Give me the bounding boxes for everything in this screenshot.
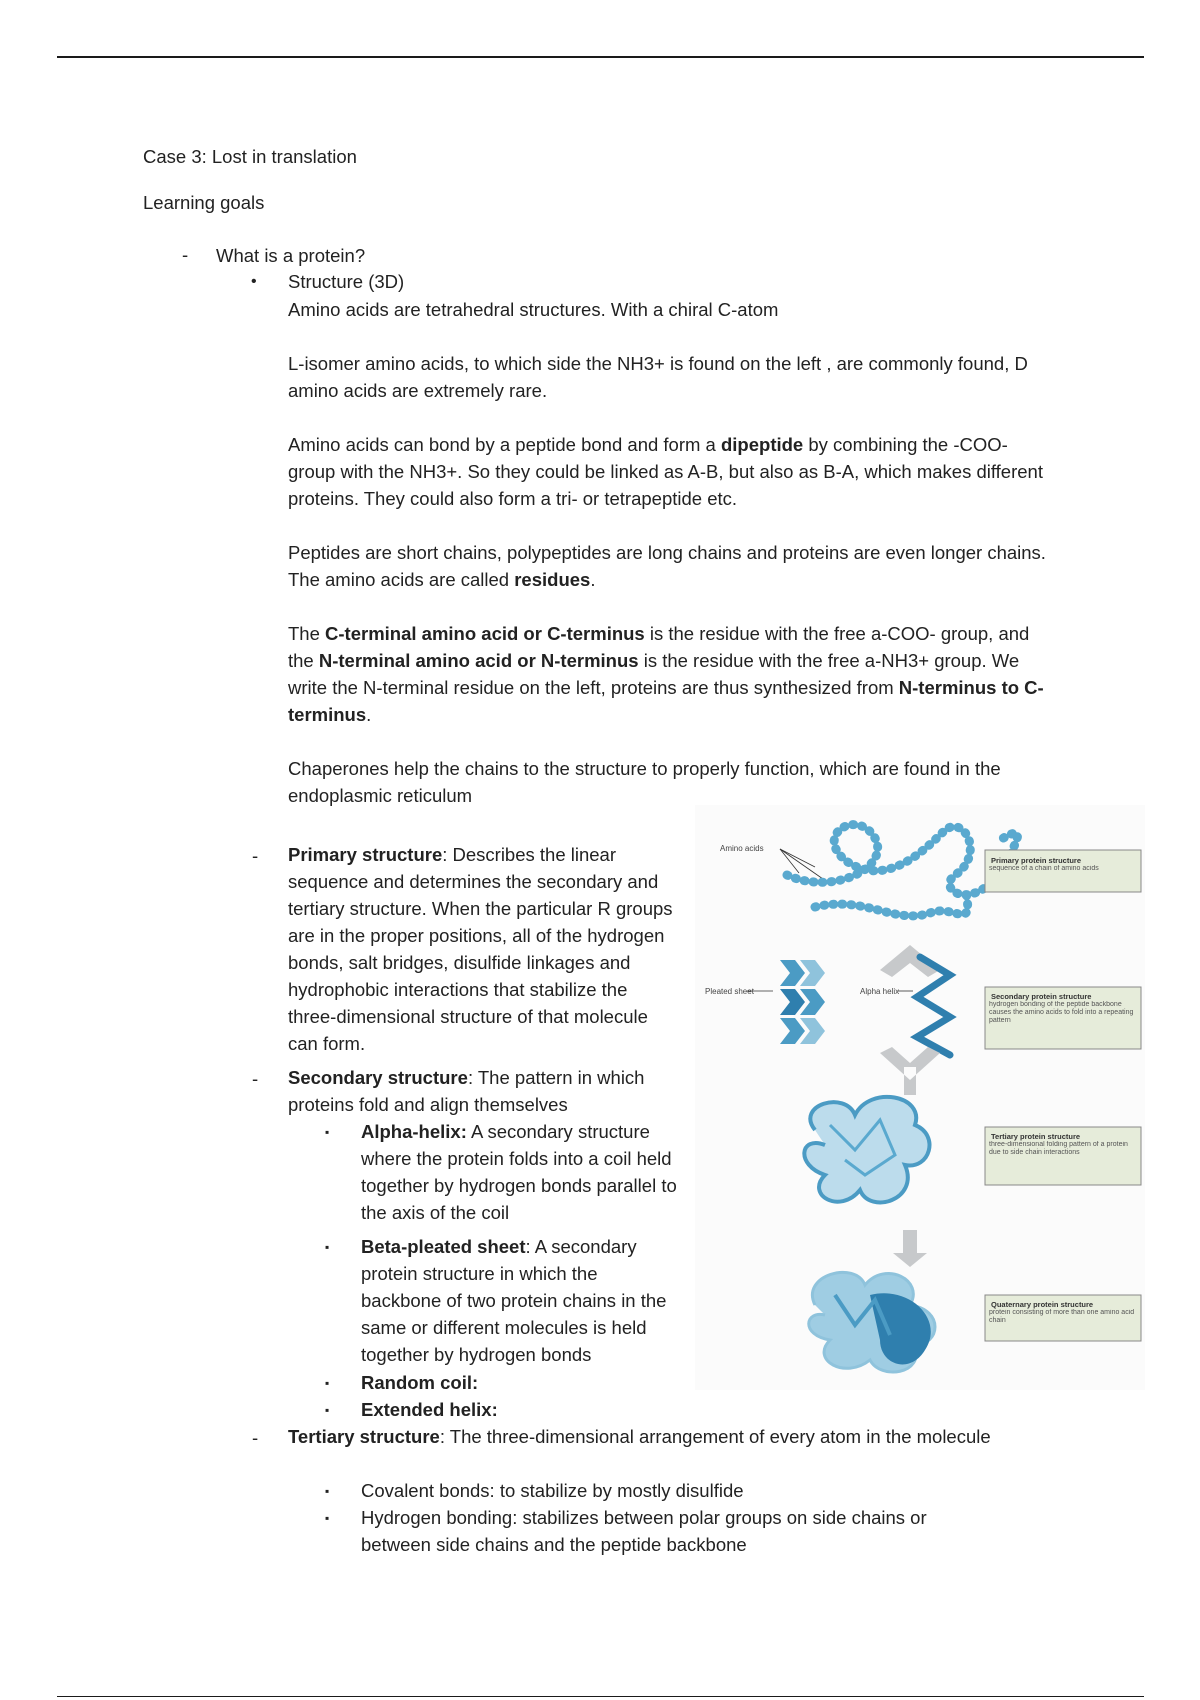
- residues-term: residues: [514, 569, 591, 590]
- chains-paragraph: Peptides are short chains, polypeptides are long chains and proteins are even longer chains. The amino acids are called residues.: [288, 542, 1046, 590]
- bottom-rule: [57, 1696, 1144, 1697]
- svg-text:Tertiary protein structure: Tertiary protein structure: [991, 1132, 1081, 1141]
- learning-goals-heading: Learning goals: [143, 192, 265, 213]
- square-marker: ▪: [325, 1484, 330, 1498]
- square-marker: ▪: [325, 1376, 330, 1390]
- bullet-marker: •: [251, 273, 257, 290]
- direction-term: N-terminus to C-terminus: [288, 677, 1044, 725]
- dipeptide-term: dipeptide: [720, 434, 804, 455]
- covalent-bonds-item: Covalent bonds: to stabilize by mostly disulfide: [361, 1480, 744, 1501]
- hydrogen-bonding-item: Hydrogen bonding: stabilizes between polar groups on side chains or between side chains and the peptide backbone: [361, 1507, 927, 1555]
- quaternary-structure-box: Quaternary protein structure protein consisting of more than one amino acid chain: [985, 1295, 1141, 1341]
- random-coil-item: Random coil:: [361, 1372, 479, 1393]
- beta-sheet-item: Beta-pleated sheet: A secondary protein structure in which the backbone of two protein chains in the same or different molecules is held together by hydrogen bonds: [361, 1236, 667, 1365]
- primary-structure-box: Primary protein structure sequence of a chain of amino acids: [985, 850, 1141, 892]
- label-alpha-helix: Alpha helix: [860, 987, 900, 996]
- alpha-helix-item: Alpha-helix: A secondary structure where the protein folds into a coil held together by hydrogen bonds parallel to the axis of the coil: [361, 1121, 677, 1223]
- peptide-bond-paragraph: Amino acids can bond by a peptide bond and form a dipeptide by combining the -COO- group with the NH3+. So they could be linked as A-B, but also as B-A, which makes different proteins. They could also form a tri- or tetrapeptide etc.: [288, 434, 1043, 509]
- c-terminus-term: C-terminal amino acid or C-terminus: [325, 623, 645, 644]
- secondary-structure-box: Secondary protein structure hydrogen bonding of the peptide backbone causes the amino acids to fold into a repeating pattern: [985, 987, 1141, 1049]
- dash-marker: -: [182, 244, 189, 265]
- square-marker: ▪: [325, 1240, 330, 1254]
- dash-marker: -: [252, 845, 259, 866]
- primary-structure-item: Primary structure: Describes the linear sequence and determines the secondary and tertiary structure. When the particular R groups are in the proper positions, all of the hydrogen bonds, salt bridges, disulfide linkages and hydrophobic interactions that stabilize the three-dimensional structure of that molecule can form.: [288, 844, 673, 1054]
- top-rule: [57, 56, 1144, 58]
- chaperones-paragraph: Chaperones help the chains to the structure to properly function, which are found in the endoplasmic reticulum: [288, 758, 1001, 806]
- question-what-is-protein: What is a protein?: [216, 245, 366, 266]
- structure-3d-item: Structure (3D): [288, 271, 405, 292]
- tertiary-structure-item: Tertiary structure: The three-dimensional arrangement of every atom in the molecule: [288, 1426, 991, 1447]
- extended-helix-item: Extended helix:: [361, 1399, 498, 1420]
- svg-text:Quaternary protein structure: Quaternary protein structure: [991, 1300, 1094, 1309]
- label-amino-acids: Amino acids: [720, 844, 764, 853]
- square-marker: ▪: [325, 1403, 330, 1417]
- svg-text:Primary protein structure: Primary protein structure: [991, 856, 1082, 865]
- protein-structure-figure: [695, 805, 1145, 1390]
- dash-marker: -: [252, 1068, 259, 1089]
- square-marker: ▪: [325, 1125, 330, 1139]
- svg-text:Secondary protein structure: Secondary protein structure: [991, 992, 1092, 1001]
- n-terminus-term: N-terminal amino acid or N-terminus: [318, 650, 639, 671]
- square-marker: ▪: [325, 1511, 330, 1525]
- terminus-paragraph: The C-terminal amino acid or C-terminus is the residue with the free a-COO- group, and the N-terminal amino acid or N-terminus is the residue with the free a-NH3+ group. We write the N-terminal residue on the left, proteins are thus synthesized from N-terminus to C-terminus.: [288, 623, 1044, 725]
- isomer-paragraph: L-isomer amino acids, to which side the NH3+ is found on the left , are commonly found, D amino acids are extremely rare.: [288, 353, 1028, 401]
- secondary-structure-item: Secondary structure: The pattern in which proteins fold and align themselves: [288, 1067, 645, 1115]
- document-title: Case 3: Lost in translation: [143, 146, 357, 167]
- tertiary-structure-box: Tertiary protein structure three-dimensional folding pattern of a protein due to side chain interactions: [985, 1127, 1141, 1185]
- tetrahedral-paragraph: Amino acids are tetrahedral structures. With a chiral C-atom: [288, 299, 779, 320]
- dash-marker: -: [252, 1427, 259, 1448]
- label-pleated-sheet: Pleated sheet: [705, 987, 754, 996]
